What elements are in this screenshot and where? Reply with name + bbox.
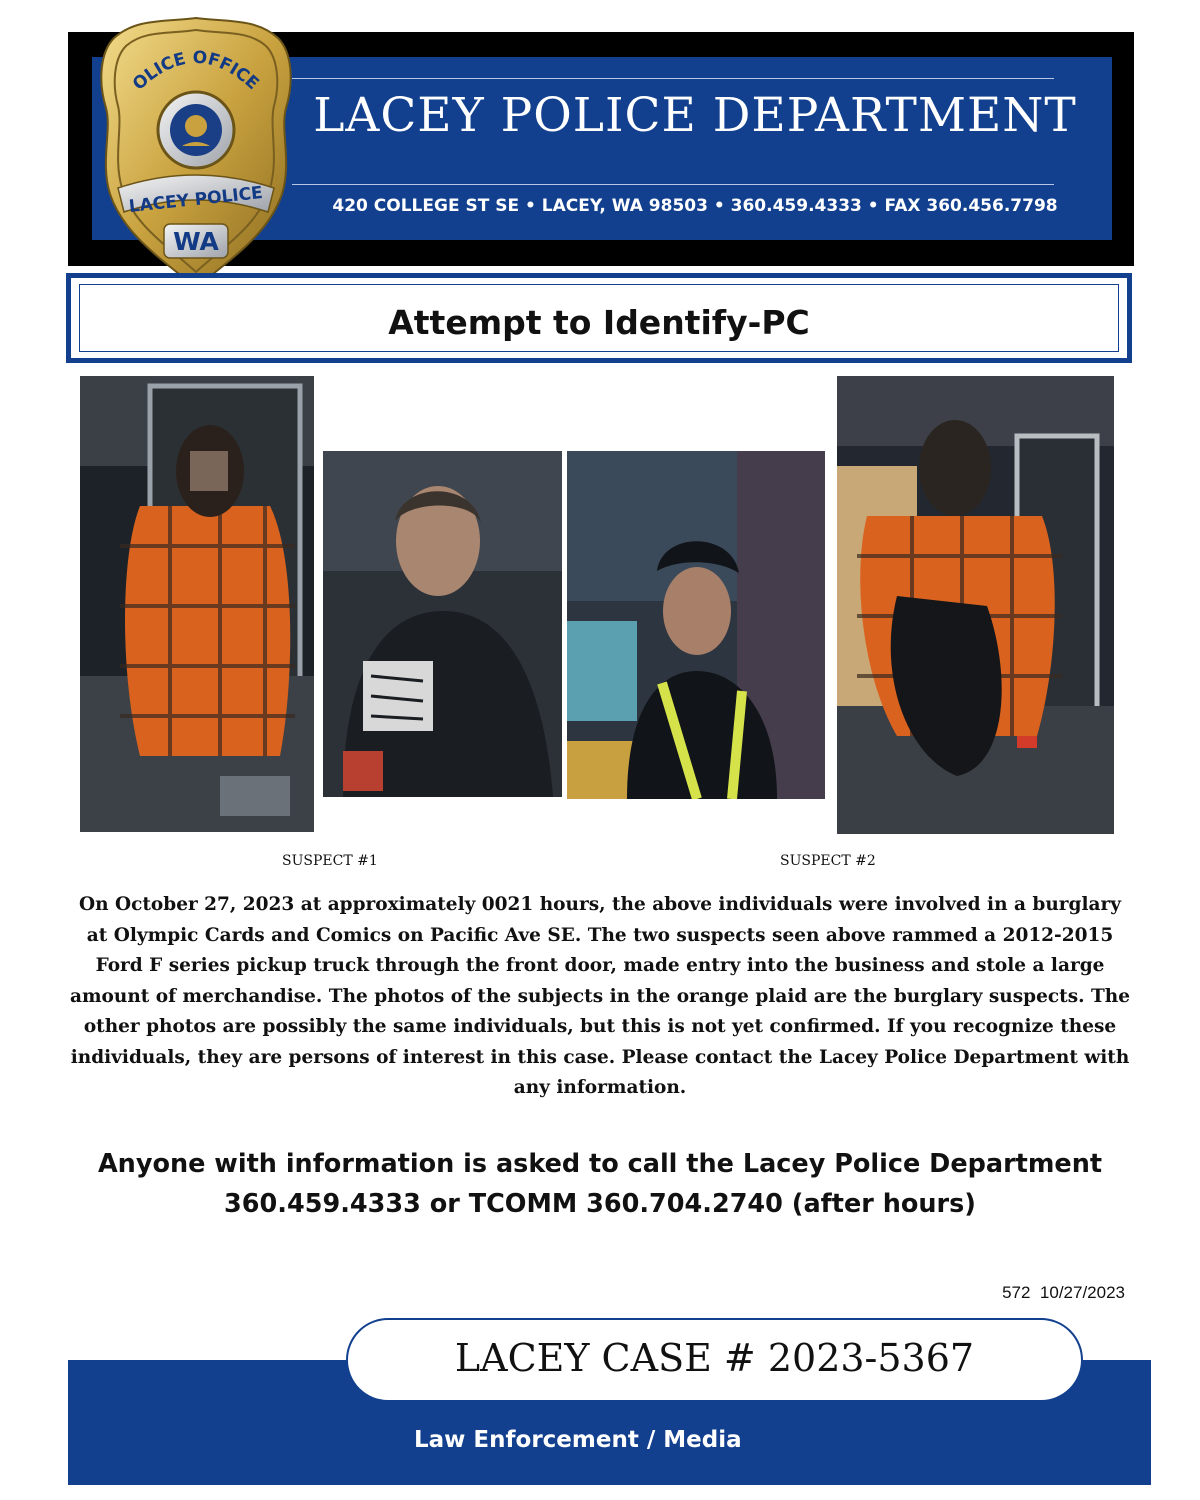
header-rule-top xyxy=(292,78,1054,79)
call-to-action xyxy=(60,1144,1140,1224)
suspect-1-photo xyxy=(80,376,314,832)
page-title: Attempt to Identify-PC xyxy=(388,303,810,342)
photo-caption-suspect-2: SUSPECT #2 xyxy=(780,853,876,869)
police-badge-icon xyxy=(96,12,296,294)
audience-label: Law Enforcement / Media xyxy=(414,1427,742,1453)
photo-caption-suspect-1: SUSPECT #1 xyxy=(282,853,378,869)
case-number-pill xyxy=(346,1318,1083,1402)
svg-text:WA: WA xyxy=(173,227,219,256)
department-address: 420 COLLEGE ST SE • LACEY, WA 98503 • 360.459.4333 • FAX 360.456.7798 xyxy=(332,196,1058,216)
person-of-interest-photo-2 xyxy=(567,451,825,799)
incident-description: On October 27, 2023 at approximately 0021 hours, the above individuals were involved in a burglary at Olympic Cards and Comics on Pacific Ave SE. The two suspects seen above rammed a 2012-2015 Ford F series pickup truck through the front door, made entry into the business and stole a large amount of merchandise. The photos of the subjects in the orange plaid are the burglary suspects. The other photos are possibly the same individuals, but this is not yet confirmed. If you recognize these individuals, they are persons of interest in this case. Please contact the Lacey Police Department with any information. xyxy=(70,894,1130,1098)
svg-text:POLICE OFFICER: OLICE OFFICE xyxy=(129,47,263,95)
title-box xyxy=(66,273,1132,363)
call-to-action-line-1: Anyone with information is asked to call the Lacey Police Department xyxy=(97,1149,1103,1179)
case-number: LACEY CASE # 2023-5367 xyxy=(454,1336,975,1380)
header-rule-bottom xyxy=(292,184,1054,185)
person-of-interest-photo-1 xyxy=(323,451,562,797)
call-to-action-line-2: 360.459.4333 or TCOMM 360.704.2740 (after hours) xyxy=(224,1189,976,1219)
department-name: LACEY POLICE DEPARTMENT xyxy=(313,88,1077,143)
svg-text:LACEY POLICE: LACEY POLICE xyxy=(127,183,264,217)
bulletin-stamp: 572 10/27/2023 xyxy=(1002,1283,1125,1302)
suspect-2-photo xyxy=(837,376,1114,834)
